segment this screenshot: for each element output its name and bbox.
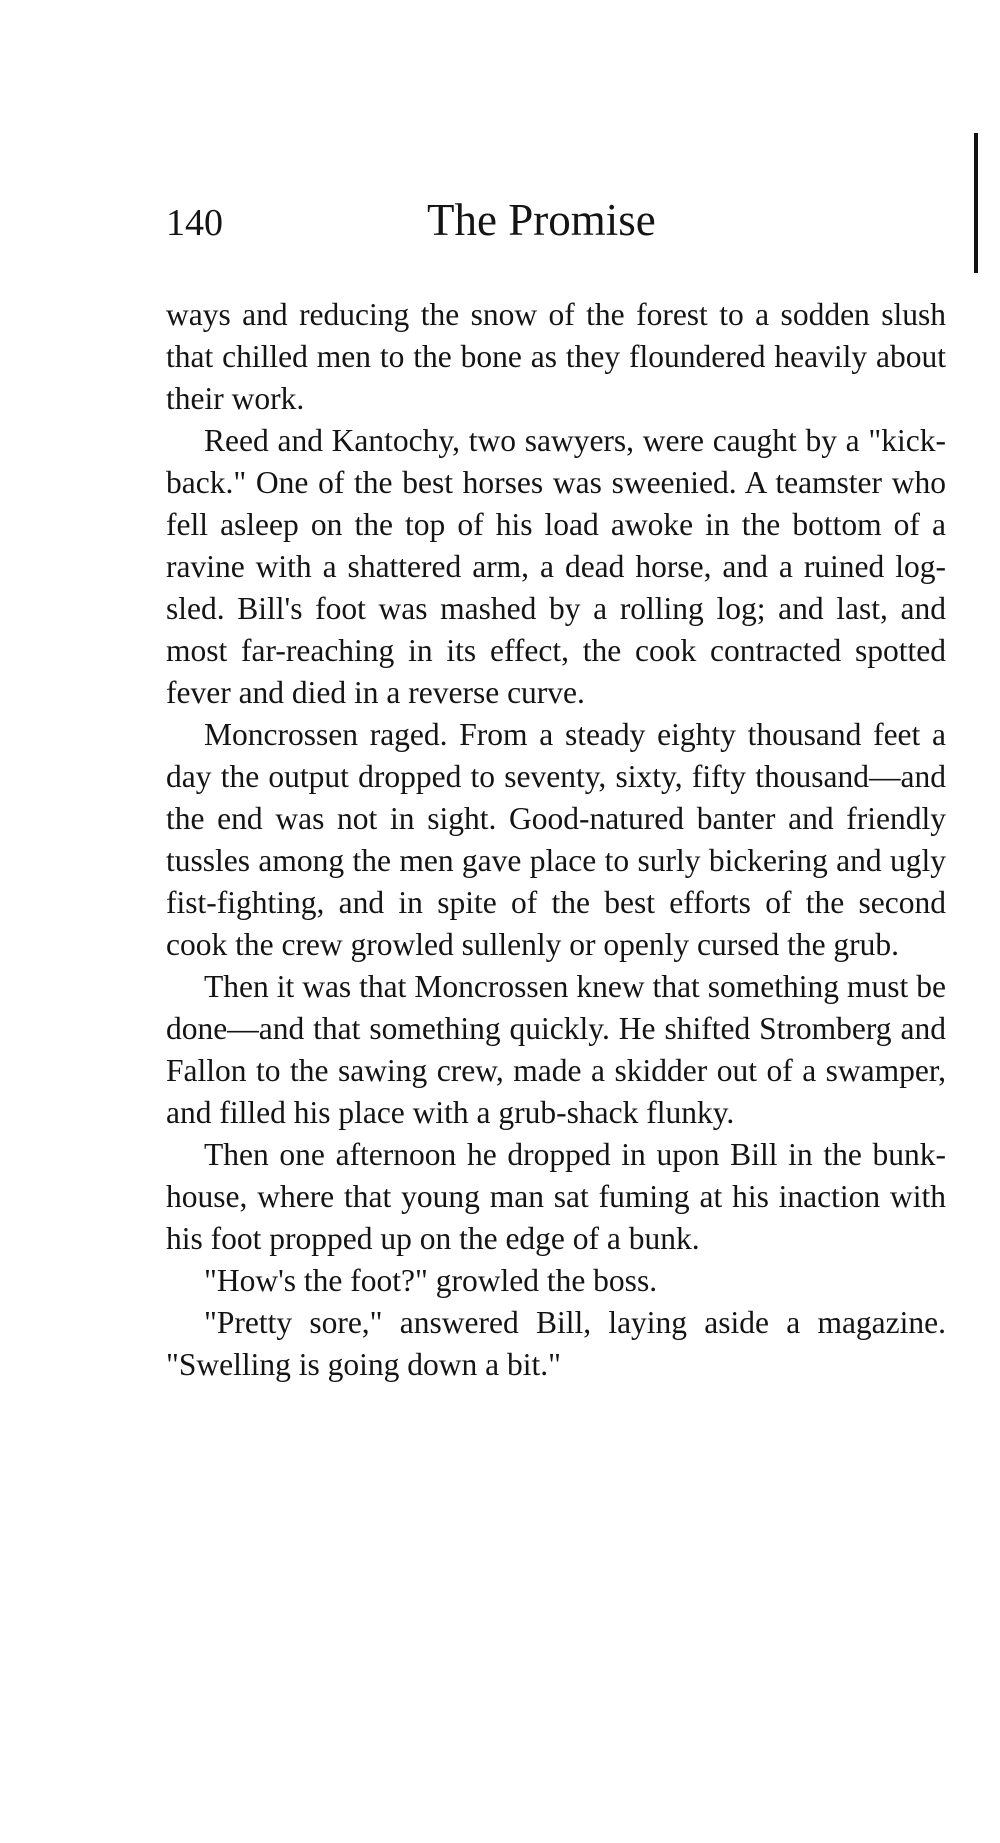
- paragraph-7: "Pretty sore," answered Bill, laying aside a magazine. "Swelling is going down a bit.": [166, 1305, 946, 1382]
- paragraph-2: Reed and Kantochy, two sawyers, were caught by a "kick-back." One of the best horses was sweenied. A teamster who fell asleep on the top of his load awoke in the bottom of a ravine with a shattered arm, a dead horse, and a ruined log-sled. Bill's foot was mashed by a rolling log; and last, and most far-reaching in its effect, the cook contracted spotted fever and died in a reverse curve.: [166, 423, 946, 710]
- page-number: 140: [166, 202, 223, 244]
- running-title: The Promise: [427, 195, 656, 245]
- body-text: [166, 294, 946, 1386]
- page-header: [166, 195, 946, 258]
- paragraph-3: Moncrossen raged. From a steady eighty thousand feet a day the output dropped to seventy, sixty, fifty thousand—and the end was not in sight. Good-natured banter and friendly tussles among the men gave place to surly bickering and ugly fist-fighting, and in spite of the best efforts of the second cook the crew growled sullenly or openly cursed the grub.: [166, 717, 946, 962]
- page-edge-mark: [974, 133, 978, 273]
- paragraph-1: ways and reducing the snow of the forest to a sodden slush that chilled men to the bone as they floundered heavily about their work.: [166, 297, 946, 416]
- paragraph-4: Then it was that Moncrossen knew that something must be done—and that something quickly. He shifted Stromberg and Fallon to the sawing crew, made a skidder out of a swamper, and filled his place with a grub-shack flunky.: [166, 969, 946, 1130]
- paragraph-6: "How's the foot?" growled the boss.: [204, 1263, 658, 1298]
- paragraph-5: Then one afternoon he dropped in upon Bill in the bunk-house, where that young man sat fuming at his inaction with his foot propped up on the edge of a bunk.: [166, 1137, 946, 1256]
